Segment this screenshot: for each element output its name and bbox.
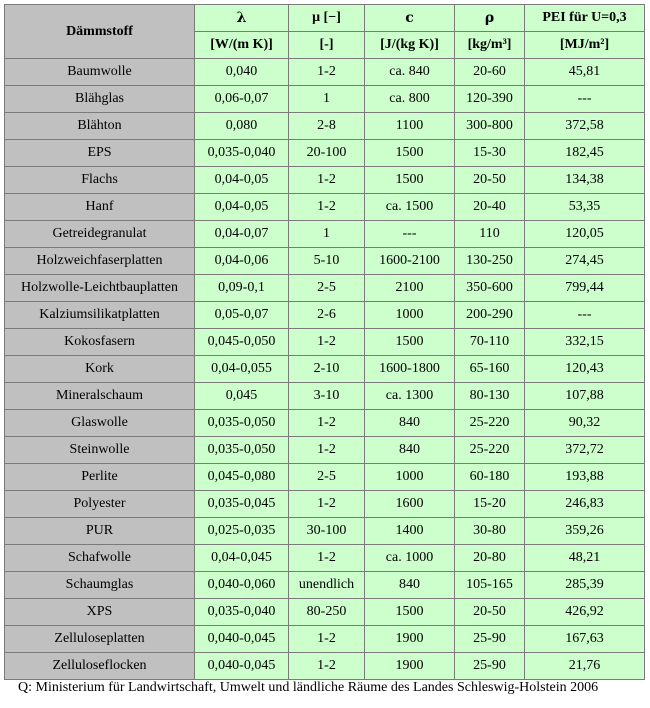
c-value: 1600 xyxy=(365,491,455,518)
rho-value: 25-220 xyxy=(455,437,525,464)
pei-value: 193,88 xyxy=(525,464,645,491)
lambda-value: 0,04-0,05 xyxy=(195,194,289,221)
rho-value: 80-130 xyxy=(455,383,525,410)
rho-value: 15-30 xyxy=(455,140,525,167)
table-row xyxy=(5,437,645,464)
table-row xyxy=(5,302,645,329)
material-name: Blähton xyxy=(5,113,195,140)
c-value: 1000 xyxy=(365,302,455,329)
material-name: Schaumglas xyxy=(5,572,195,599)
material-name: Perlite xyxy=(5,464,195,491)
mu-value: unendlich xyxy=(289,572,365,599)
lambda-value: 0,040-0,045 xyxy=(195,653,289,680)
lambda-value: 0,035-0,040 xyxy=(195,599,289,626)
rho-value: 20-80 xyxy=(455,545,525,572)
material-name: Holzwolle-Leichtbauplatten xyxy=(5,275,195,302)
mu-value: 1-2 xyxy=(289,653,365,680)
lambda-value: 0,04-0,06 xyxy=(195,248,289,275)
mu-value: 1-2 xyxy=(289,491,365,518)
lambda-value: 0,035-0,050 xyxy=(195,410,289,437)
table-row xyxy=(5,491,645,518)
rho-value: 20-40 xyxy=(455,194,525,221)
lambda-value: 0,040 xyxy=(195,59,289,86)
material-name: Flachs xyxy=(5,167,195,194)
header-pei: PEI für U=0,3 xyxy=(525,5,645,32)
table-row xyxy=(5,167,645,194)
source-note: Q: Ministerium für Landwirtschaft, Umwelt und ländliche Räume des Landes Schleswig-Holstein 2006 xyxy=(18,680,599,695)
rho-value: 25-90 xyxy=(455,626,525,653)
table-row xyxy=(5,113,645,140)
mu-value: 5-10 xyxy=(289,248,365,275)
pei-value: 21,76 xyxy=(525,653,645,680)
material-name: Kokosfasern xyxy=(5,329,195,356)
rho-value: 30-80 xyxy=(455,518,525,545)
rho-value: 20-60 xyxy=(455,59,525,86)
lambda-value: 0,05-0,07 xyxy=(195,302,289,329)
material-name: Glaswolle xyxy=(5,410,195,437)
pei-value: 372,72 xyxy=(525,437,645,464)
table-row xyxy=(5,653,645,680)
material-name: EPS xyxy=(5,140,195,167)
mu-value: 1-2 xyxy=(289,59,365,86)
c-value: 840 xyxy=(365,437,455,464)
c-value: 1500 xyxy=(365,599,455,626)
pei-value: 45,81 xyxy=(525,59,645,86)
material-name: Schafwolle xyxy=(5,545,195,572)
pei-value: --- xyxy=(525,86,645,113)
header-material: Dämmstoff xyxy=(5,5,195,59)
material-name: Kork xyxy=(5,356,195,383)
insulation-materials-table xyxy=(4,4,645,680)
lambda-value: 0,04-0,05 xyxy=(195,167,289,194)
material-name: Mineralschaum xyxy=(5,383,195,410)
lambda-value: 0,06-0,07 xyxy=(195,86,289,113)
table-body xyxy=(5,59,645,680)
mu-value: 2-5 xyxy=(289,275,365,302)
lambda-value: 0,09-0,1 xyxy=(195,275,289,302)
material-name: Hanf xyxy=(5,194,195,221)
table-row xyxy=(5,86,645,113)
mu-value: 2-5 xyxy=(289,464,365,491)
rho-value: 300-800 xyxy=(455,113,525,140)
c-value: --- xyxy=(365,221,455,248)
material-name: Polyester xyxy=(5,491,195,518)
c-value: 1500 xyxy=(365,167,455,194)
table-row xyxy=(5,275,645,302)
lambda-value: 0,045-0,050 xyxy=(195,329,289,356)
header-mu-unit: [-] xyxy=(289,32,365,59)
mu-value: 30-100 xyxy=(289,518,365,545)
table-row xyxy=(5,140,645,167)
lambda-value: 0,04-0,045 xyxy=(195,545,289,572)
pei-value: --- xyxy=(525,302,645,329)
c-value: 1500 xyxy=(365,140,455,167)
mu-value: 1 xyxy=(289,221,365,248)
pei-value: 372,58 xyxy=(525,113,645,140)
material-name: Kalziumsilikatplatten xyxy=(5,302,195,329)
table-row xyxy=(5,599,645,626)
pei-value: 246,83 xyxy=(525,491,645,518)
table-row xyxy=(5,329,645,356)
material-name: Zelluloseplatten xyxy=(5,626,195,653)
pei-value: 167,63 xyxy=(525,626,645,653)
lambda-value: 0,080 xyxy=(195,113,289,140)
material-name: Getreidegranulat xyxy=(5,221,195,248)
mu-value: 2-8 xyxy=(289,113,365,140)
table-row xyxy=(5,383,645,410)
mu-value: 1-2 xyxy=(289,437,365,464)
table-row xyxy=(5,221,645,248)
lambda-value: 0,035-0,045 xyxy=(195,491,289,518)
lambda-value: 0,045 xyxy=(195,383,289,410)
c-value: 2100 xyxy=(365,275,455,302)
mu-value: 1-2 xyxy=(289,545,365,572)
mu-value: 2-10 xyxy=(289,356,365,383)
material-name: Zelluloseflocken xyxy=(5,653,195,680)
lambda-value: 0,025-0,035 xyxy=(195,518,289,545)
rho-value: 20-50 xyxy=(455,167,525,194)
pei-value: 359,26 xyxy=(525,518,645,545)
c-value: ca. 1500 xyxy=(365,194,455,221)
pei-value: 274,45 xyxy=(525,248,645,275)
mu-value: 1-2 xyxy=(289,410,365,437)
table-row xyxy=(5,248,645,275)
pei-value: 182,45 xyxy=(525,140,645,167)
table-row xyxy=(5,572,645,599)
mu-value: 20-100 xyxy=(289,140,365,167)
lambda-value: 0,040-0,045 xyxy=(195,626,289,653)
c-value: 840 xyxy=(365,572,455,599)
table-row xyxy=(5,356,645,383)
c-value: 1000 xyxy=(365,464,455,491)
header-rho-unit: [kg/m³] xyxy=(455,32,525,59)
mu-value: 1 xyxy=(289,86,365,113)
rho-value: 60-180 xyxy=(455,464,525,491)
header-rho: ρ xyxy=(455,5,525,32)
rho-value: 200-290 xyxy=(455,302,525,329)
material-name: PUR xyxy=(5,518,195,545)
rho-value: 25-90 xyxy=(455,653,525,680)
rho-value: 70-110 xyxy=(455,329,525,356)
table-row xyxy=(5,59,645,86)
table-row xyxy=(5,464,645,491)
mu-value: 1-2 xyxy=(289,194,365,221)
rho-value: 110 xyxy=(455,221,525,248)
header-row-symbols xyxy=(5,5,645,32)
lambda-value: 0,04-0,07 xyxy=(195,221,289,248)
header-lambda-unit: [W/(m K)] xyxy=(195,32,289,59)
lambda-value: 0,04-0,055 xyxy=(195,356,289,383)
mu-value: 1-2 xyxy=(289,626,365,653)
material-name: Baumwolle xyxy=(5,59,195,86)
c-value: 1900 xyxy=(365,626,455,653)
table-row xyxy=(5,545,645,572)
pei-value: 120,05 xyxy=(525,221,645,248)
pei-value: 134,38 xyxy=(525,167,645,194)
c-value: 840 xyxy=(365,410,455,437)
pei-value: 90,32 xyxy=(525,410,645,437)
rho-value: 15-20 xyxy=(455,491,525,518)
material-name: Steinwolle xyxy=(5,437,195,464)
rho-value: 25-220 xyxy=(455,410,525,437)
lambda-value: 0,040-0,060 xyxy=(195,572,289,599)
rho-value: 105-165 xyxy=(455,572,525,599)
c-value: 1900 xyxy=(365,653,455,680)
pei-value: 426,92 xyxy=(525,599,645,626)
pei-value: 332,15 xyxy=(525,329,645,356)
header-pei-unit: [MJ/m²] xyxy=(525,32,645,59)
header-c: c xyxy=(365,5,455,32)
c-value: 1500 xyxy=(365,329,455,356)
mu-value: 80-250 xyxy=(289,599,365,626)
header-c-unit: [J/(kg K)] xyxy=(365,32,455,59)
pei-value: 120,43 xyxy=(525,356,645,383)
c-value: ca. 800 xyxy=(365,86,455,113)
lambda-value: 0,035-0,040 xyxy=(195,140,289,167)
table-row xyxy=(5,626,645,653)
pei-value: 53,35 xyxy=(525,194,645,221)
header-lambda: λ xyxy=(195,5,289,32)
table-header xyxy=(5,5,645,59)
rho-value: 65-160 xyxy=(455,356,525,383)
pei-value: 107,88 xyxy=(525,383,645,410)
material-name: Blähglas xyxy=(5,86,195,113)
lambda-value: 0,045-0,080 xyxy=(195,464,289,491)
table-row xyxy=(5,194,645,221)
c-value: 1600-2100 xyxy=(365,248,455,275)
lambda-value: 0,035-0,050 xyxy=(195,437,289,464)
header-mu: μ [−] xyxy=(289,5,365,32)
mu-value: 2-6 xyxy=(289,302,365,329)
table-row xyxy=(5,518,645,545)
rho-value: 20-50 xyxy=(455,599,525,626)
mu-value: 1-2 xyxy=(289,329,365,356)
c-value: ca. 1000 xyxy=(365,545,455,572)
c-value: 1600-1800 xyxy=(365,356,455,383)
pei-value: 48,21 xyxy=(525,545,645,572)
pei-value: 799,44 xyxy=(525,275,645,302)
pei-value: 285,39 xyxy=(525,572,645,599)
c-value: ca. 840 xyxy=(365,59,455,86)
material-name: Holzweichfaserplatten xyxy=(5,248,195,275)
rho-value: 120-390 xyxy=(455,86,525,113)
mu-value: 3-10 xyxy=(289,383,365,410)
c-value: 1100 xyxy=(365,113,455,140)
rho-value: 130-250 xyxy=(455,248,525,275)
c-value: 1400 xyxy=(365,518,455,545)
table-row xyxy=(5,410,645,437)
material-name: XPS xyxy=(5,599,195,626)
mu-value: 1-2 xyxy=(289,167,365,194)
rho-value: 350-600 xyxy=(455,275,525,302)
c-value: ca. 1300 xyxy=(365,383,455,410)
